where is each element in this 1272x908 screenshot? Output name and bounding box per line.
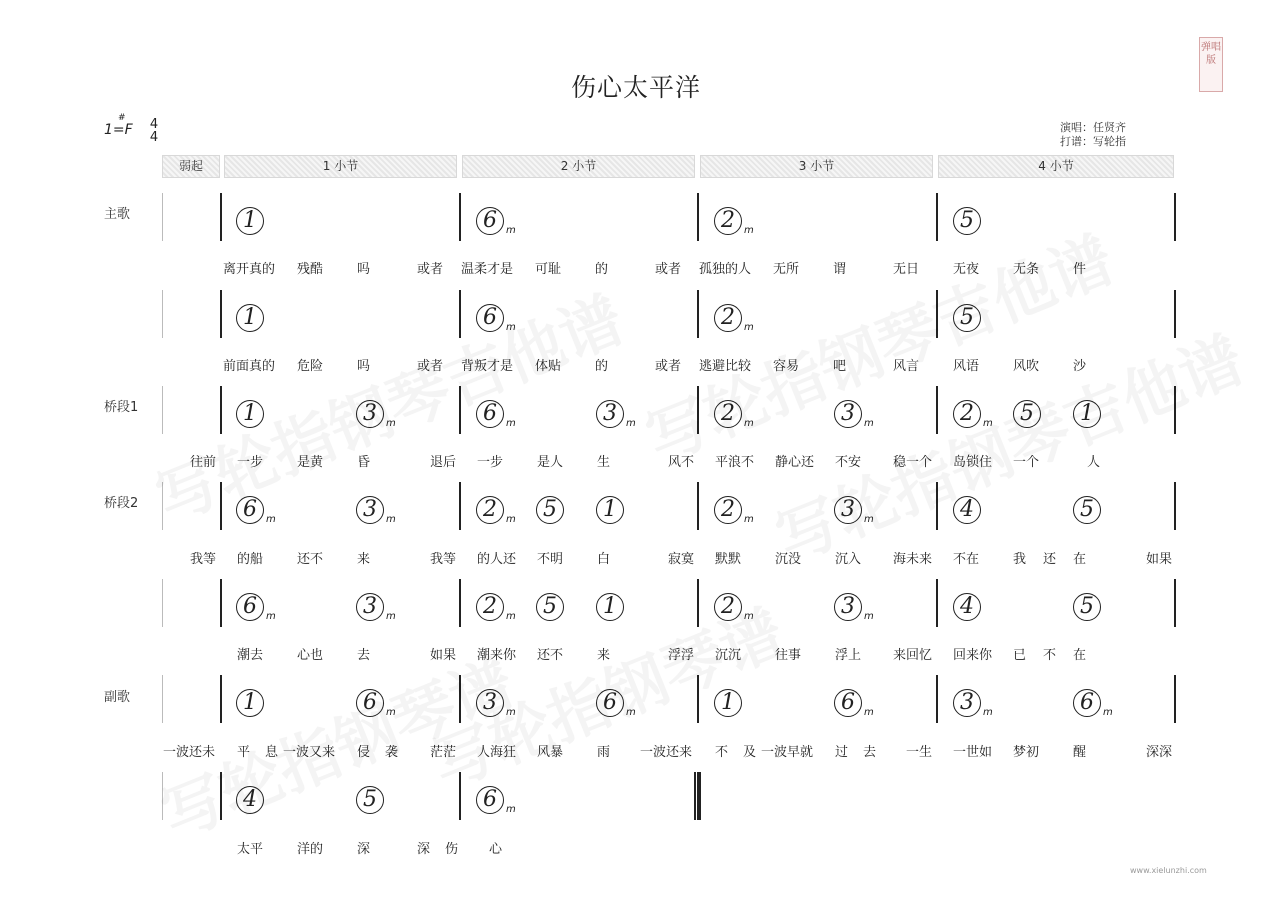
bar-line [220, 579, 222, 627]
bar-line [936, 675, 938, 723]
chord-symbol [953, 593, 1013, 621]
bar-line [220, 193, 222, 241]
lyric-syllable: 来 [357, 552, 371, 567]
lyric-syllable: 息 [265, 745, 279, 760]
chord-degree: 1 [714, 689, 742, 717]
lyric-syllable: 不明 [537, 552, 564, 567]
lyric-syllable: 一波还未 [163, 745, 216, 760]
chord-symbol [236, 786, 296, 814]
chord-degree: 6 [1073, 689, 1101, 717]
lyric-syllable: 浮浮 [668, 648, 695, 663]
transcriber-credit: 打谱：写轮指 [1060, 135, 1126, 148]
chord-minor-suffix: m [506, 418, 516, 429]
lyric-syllable: 体贴 [535, 359, 562, 374]
bar-line [936, 386, 938, 434]
lyric-syllable: 心 [489, 842, 503, 857]
lyric-syllable: 寂寞 [668, 552, 695, 567]
chord-minor-suffix: m [744, 225, 754, 236]
lyric-syllable: 及 [743, 745, 757, 760]
chord-degree: 1 [1073, 400, 1101, 428]
lyric-syllable: 一波还来 [640, 745, 693, 760]
chord-symbol [714, 304, 774, 332]
lyric-syllable: 平 [237, 745, 251, 760]
lyric-syllable: 侵 [357, 745, 371, 760]
chord-degree: 4 [953, 496, 981, 524]
header-bar-3: 3 小节 [700, 155, 933, 178]
chord-minor-suffix: m [626, 707, 636, 718]
chord-symbol [356, 496, 416, 524]
chord-degree: 3 [834, 400, 862, 428]
bar-line [220, 482, 222, 530]
chord-degree: 6 [476, 207, 504, 235]
chord-symbol [953, 689, 1013, 717]
lyric-syllable: 或者 [417, 359, 444, 374]
lyric-syllable: 默默 [715, 552, 742, 567]
chord-symbol [1073, 496, 1133, 524]
chord-symbol [356, 400, 416, 428]
bar-line [220, 675, 222, 723]
chord-symbol [596, 593, 656, 621]
lyric-syllable: 背叛才是 [461, 359, 514, 374]
chord-minor-suffix: m [744, 514, 754, 525]
chord-symbol [236, 496, 296, 524]
chord-degree: 2 [714, 593, 742, 621]
chord-degree: 6 [476, 786, 504, 814]
lyric-syllable: 沙 [1073, 359, 1087, 374]
pickup-divider [162, 579, 163, 627]
lyric-syllable: 还不 [297, 552, 324, 567]
lyric-syllable: 危险 [297, 359, 324, 374]
chord-symbol [596, 496, 656, 524]
bar-line [1174, 386, 1176, 434]
lyric-syllable: 一步 [237, 455, 264, 470]
chord-degree: 6 [476, 304, 504, 332]
lyric-syllable: 沉没 [775, 552, 802, 567]
chord-minor-suffix: m [266, 611, 276, 622]
chord-symbol [476, 786, 536, 814]
lyric-syllable: 静心还 [775, 455, 815, 470]
lyric-syllable: 的人还 [477, 552, 517, 567]
chord-minor-suffix: m [386, 707, 396, 718]
chord-minor-suffix: m [506, 514, 516, 525]
chord-degree: 2 [714, 400, 742, 428]
lyric-syllable: 一波又来 [283, 745, 336, 760]
bar-line [459, 482, 461, 530]
header-bar-2: 2 小节 [462, 155, 695, 178]
chord-degree: 6 [476, 400, 504, 428]
lyric-syllable: 潮去 [237, 648, 264, 663]
chord-minor-suffix: m [506, 707, 516, 718]
chord-symbol [356, 786, 416, 814]
chord-symbol [236, 304, 296, 332]
chord-symbol [236, 689, 296, 717]
lyric-syllable: 不 [1043, 648, 1057, 663]
chord-degree: 4 [953, 593, 981, 621]
lyric-syllable: 岛锁住 [953, 455, 993, 470]
bar-line [1174, 193, 1176, 241]
bar-line [697, 290, 699, 338]
lyric-syllable: 吗 [357, 359, 371, 374]
bar-line [697, 193, 699, 241]
time-signature [147, 118, 161, 144]
footer-url: www.xielunzhi.com [1130, 866, 1207, 875]
chord-degree: 3 [596, 400, 624, 428]
chord-degree: 6 [834, 689, 862, 717]
chord-symbol [714, 593, 774, 621]
chord-symbol [236, 400, 296, 428]
chord-degree: 1 [596, 593, 624, 621]
chord-degree: 5 [356, 786, 384, 814]
lyric-syllable: 去 [357, 648, 371, 663]
section-verse: 主歌 [104, 207, 131, 222]
lyric-syllable: 残酷 [297, 262, 324, 277]
header-pickup: 弱起 [162, 155, 220, 178]
pickup-divider [162, 482, 163, 530]
chord-degree: 2 [714, 496, 742, 524]
lyric-syllable: 温柔才是 [461, 262, 514, 277]
chord-degree: 1 [236, 689, 264, 717]
lyric-syllable: 退后 [430, 455, 457, 470]
bar-line [459, 579, 461, 627]
bar-line [1174, 290, 1176, 338]
lyric-syllable: 一个 [1013, 455, 1040, 470]
bar-line [936, 193, 938, 241]
chord-degree: 4 [236, 786, 264, 814]
chord-minor-suffix: m [386, 514, 396, 525]
chord-symbol [953, 400, 1013, 428]
bar-line [936, 579, 938, 627]
chord-degree: 5 [536, 593, 564, 621]
pickup-divider [162, 386, 163, 434]
chord-symbol [1073, 593, 1133, 621]
bar-line [936, 290, 938, 338]
chord-minor-suffix: m [864, 514, 874, 525]
lyric-syllable: 前面真的 [223, 359, 276, 374]
chord-symbol [476, 400, 536, 428]
lyric-syllable: 潮来你 [477, 648, 517, 663]
section-bridge-2: 桥段2 [104, 496, 139, 511]
lyric-syllable: 一生 [906, 745, 933, 760]
chord-minor-suffix: m [626, 418, 636, 429]
lyric-syllable: 海未来 [893, 552, 933, 567]
chord-minor-suffix: m [744, 322, 754, 333]
pickup-divider [162, 772, 163, 820]
lyric-syllable: 袭 [385, 745, 399, 760]
lyric-syllable: 来回忆 [893, 648, 933, 663]
chord-minor-suffix: m [983, 418, 993, 429]
time-bottom: 4 [149, 130, 159, 145]
time-top: 4 [149, 117, 159, 132]
lyric-syllable: 人 [1087, 455, 1101, 470]
chord-degree: 3 [834, 593, 862, 621]
lyric-syllable: 离开真的 [223, 262, 276, 277]
lyric-syllable: 是人 [537, 455, 564, 470]
lyric-syllable: 谓 [833, 262, 847, 277]
chord-symbol [236, 207, 296, 235]
chord-minor-suffix: m [744, 611, 754, 622]
chord-symbol [236, 593, 296, 621]
lyric-syllable: 的船 [237, 552, 264, 567]
bar-line [697, 675, 699, 723]
bar-line [1174, 675, 1176, 723]
bar-line [1174, 579, 1176, 627]
chord-minor-suffix: m [386, 418, 396, 429]
chord-symbol [1013, 400, 1073, 428]
lyric-syllable: 来 [597, 648, 611, 663]
chord-minor-suffix: m [266, 514, 276, 525]
lyric-syllable: 生 [597, 455, 611, 470]
lyric-syllable: 平浪不 [715, 455, 755, 470]
key-note: F [124, 122, 133, 138]
chord-symbol [953, 207, 1013, 235]
lyric-syllable: 深深 [1146, 745, 1173, 760]
chord-symbol [714, 207, 774, 235]
bar-line [1174, 482, 1176, 530]
final-bar-thick [698, 772, 701, 820]
chord-symbol [953, 304, 1013, 332]
lyric-syllable: 白 [597, 552, 611, 567]
chord-symbol [356, 689, 416, 717]
chord-degree: 6 [236, 593, 264, 621]
lyric-syllable: 往事 [775, 648, 802, 663]
chord-symbol [536, 496, 596, 524]
chord-degree: 3 [356, 593, 384, 621]
chord-degree: 5 [953, 207, 981, 235]
section-bridge-1: 桥段1 [104, 400, 139, 415]
lyric-syllable: 无日 [893, 262, 920, 277]
lyric-syllable: 人海狂 [477, 745, 517, 760]
chord-degree: 2 [476, 496, 504, 524]
bar-line [220, 772, 222, 820]
chord-minor-suffix: m [983, 707, 993, 718]
lyric-syllable: 洋的 [297, 842, 324, 857]
bar-line [220, 290, 222, 338]
chord-degree: 5 [953, 304, 981, 332]
chord-degree: 2 [953, 400, 981, 428]
watermark [631, 210, 1124, 478]
lyric-syllable: 如果 [430, 648, 457, 663]
lyric-syllable: 件 [1073, 262, 1087, 277]
chord-symbol [834, 689, 894, 717]
chord-symbol [953, 496, 1013, 524]
chord-degree: 1 [596, 496, 624, 524]
key-signature [104, 113, 133, 138]
chord-degree: 3 [476, 689, 504, 717]
lyric-syllable: 无所 [773, 262, 800, 277]
chord-symbol [476, 689, 536, 717]
lyric-syllable: 一波早就 [761, 745, 814, 760]
chord-minor-suffix: m [506, 804, 516, 815]
lyric-syllable: 不在 [953, 552, 980, 567]
lyric-syllable: 茫茫 [430, 745, 457, 760]
chord-symbol [476, 593, 536, 621]
pickup-divider [162, 290, 163, 338]
header-bar-1: 1 小节 [224, 155, 457, 178]
chord-degree: 5 [1073, 496, 1101, 524]
lyric-syllable: 去 [863, 745, 877, 760]
watermark [761, 310, 1254, 578]
lyric-syllable: 吗 [357, 262, 371, 277]
lyric-syllable: 浮上 [835, 648, 862, 663]
chord-symbol [476, 304, 536, 332]
lyric-syllable: 如果 [1146, 552, 1173, 567]
key-prefix: 1 [104, 122, 113, 138]
chord-symbol [476, 207, 536, 235]
lyric-syllable: 一步 [477, 455, 504, 470]
chord-minor-suffix: m [1103, 707, 1113, 718]
chord-minor-suffix: m [506, 322, 516, 333]
lyric-syllable: 不 [715, 745, 729, 760]
lyric-syllable: 无夜 [953, 262, 980, 277]
chord-degree: 2 [714, 207, 742, 235]
bar-line [220, 386, 222, 434]
lyric-syllable: 逃避比较 [699, 359, 752, 374]
lyric-syllable: 在 [1073, 648, 1087, 663]
lyric-syllable: 是黄 [297, 455, 324, 470]
chord-minor-suffix: m [864, 611, 874, 622]
bar-line [936, 482, 938, 530]
lyric-syllable: 还 [1043, 552, 1057, 567]
chord-symbol [1073, 689, 1133, 717]
chord-degree: 5 [536, 496, 564, 524]
lyric-syllable: 可耻 [535, 262, 562, 277]
chord-symbol [714, 496, 774, 524]
lyric-syllable: 风不 [668, 455, 695, 470]
chord-symbol [596, 689, 656, 717]
chord-degree: 3 [356, 496, 384, 524]
chord-degree: 3 [834, 496, 862, 524]
chord-symbol [834, 400, 894, 428]
chord-degree: 6 [356, 689, 384, 717]
chord-symbol [714, 689, 774, 717]
chord-symbol [1073, 400, 1133, 428]
chord-degree: 3 [953, 689, 981, 717]
header-bar-4: 4 小节 [938, 155, 1174, 178]
lyric-syllable: 还不 [537, 648, 564, 663]
chord-symbol [476, 496, 536, 524]
lyric-syllable: 风语 [953, 359, 980, 374]
final-bar-thin [694, 772, 696, 820]
chord-symbol [356, 593, 416, 621]
lyric-syllable: 容易 [773, 359, 800, 374]
chord-degree: 3 [356, 400, 384, 428]
chord-degree: 1 [236, 304, 264, 332]
lyric-syllable: 我 [1013, 552, 1027, 567]
lyric-syllable: 一世如 [953, 745, 993, 760]
version-stamp: 弹唱版 [1199, 37, 1223, 92]
bar-line [697, 482, 699, 530]
chord-degree: 1 [236, 207, 264, 235]
bar-line [697, 579, 699, 627]
bar-line [459, 290, 461, 338]
lyric-syllable: 或者 [655, 262, 682, 277]
bar-line [459, 675, 461, 723]
lyric-syllable: 在 [1073, 552, 1087, 567]
chord-degree: 6 [596, 689, 624, 717]
lyric-syllable: 过 [835, 745, 849, 760]
bar-line [459, 772, 461, 820]
lyric-syllable: 我等 [430, 552, 457, 567]
lyric-syllable: 太平 [237, 842, 264, 857]
lyric-syllable: 心也 [297, 648, 324, 663]
chord-minor-suffix: m [506, 225, 516, 236]
lyric-syllable: 我等 [190, 552, 217, 567]
lyric-syllable: 梦初 [1013, 745, 1040, 760]
chord-symbol [596, 400, 656, 428]
chord-degree: 5 [1013, 400, 1041, 428]
lyric-syllable: 沉入 [835, 552, 862, 567]
bar-line [459, 386, 461, 434]
lyric-syllable: 稳一个 [893, 455, 933, 470]
section-chorus: 副歌 [104, 690, 131, 705]
lyric-syllable: 风吹 [1013, 359, 1040, 374]
chord-symbol [834, 496, 894, 524]
chord-degree: 5 [1073, 593, 1101, 621]
bar-line [697, 386, 699, 434]
lyric-syllable: 醒 [1073, 745, 1087, 760]
lyric-syllable: 回来你 [953, 648, 993, 663]
chord-degree: 1 [236, 400, 264, 428]
lyric-syllable: 或者 [417, 262, 444, 277]
chord-degree: 2 [476, 593, 504, 621]
lyric-syllable: 的 [595, 262, 609, 277]
chord-minor-suffix: m [864, 707, 874, 718]
chord-degree: 6 [236, 496, 264, 524]
chord-minor-suffix: m [744, 418, 754, 429]
lyric-syllable: 吧 [833, 359, 847, 374]
bar-line [459, 193, 461, 241]
lyric-syllable: 风暴 [537, 745, 564, 760]
key-sharp: # [118, 113, 126, 123]
lyric-syllable: 不安 [835, 455, 862, 470]
lyric-syllable: 昏 [357, 455, 371, 470]
song-title: 伤心太平洋 [570, 73, 701, 102]
lyric-syllable: 风言 [893, 359, 920, 374]
pickup-divider [162, 675, 163, 723]
chord-symbol [834, 593, 894, 621]
lyric-syllable: 已 [1013, 648, 1027, 663]
lyric-syllable: 深 [417, 842, 431, 857]
chord-symbol [714, 400, 774, 428]
chord-minor-suffix: m [386, 611, 396, 622]
lyric-syllable: 无条 [1013, 262, 1040, 277]
chord-symbol [536, 593, 596, 621]
lyric-syllable: 雨 [597, 745, 611, 760]
lyric-syllable: 往前 [190, 455, 217, 470]
singer-credit: 演唱：任贤齐 [1060, 121, 1126, 134]
lyric-syllable: 深 [357, 842, 371, 857]
lyric-syllable: 沉沉 [715, 648, 742, 663]
lyric-syllable: 伤 [445, 842, 459, 857]
chord-minor-suffix: m [864, 418, 874, 429]
lyric-syllable: 的 [595, 359, 609, 374]
key-eq: = [112, 122, 125, 138]
chord-degree: 2 [714, 304, 742, 332]
lyric-syllable: 或者 [655, 359, 682, 374]
pickup-divider [162, 193, 163, 241]
chord-minor-suffix: m [506, 611, 516, 622]
lyric-syllable: 孤独的人 [699, 262, 752, 277]
